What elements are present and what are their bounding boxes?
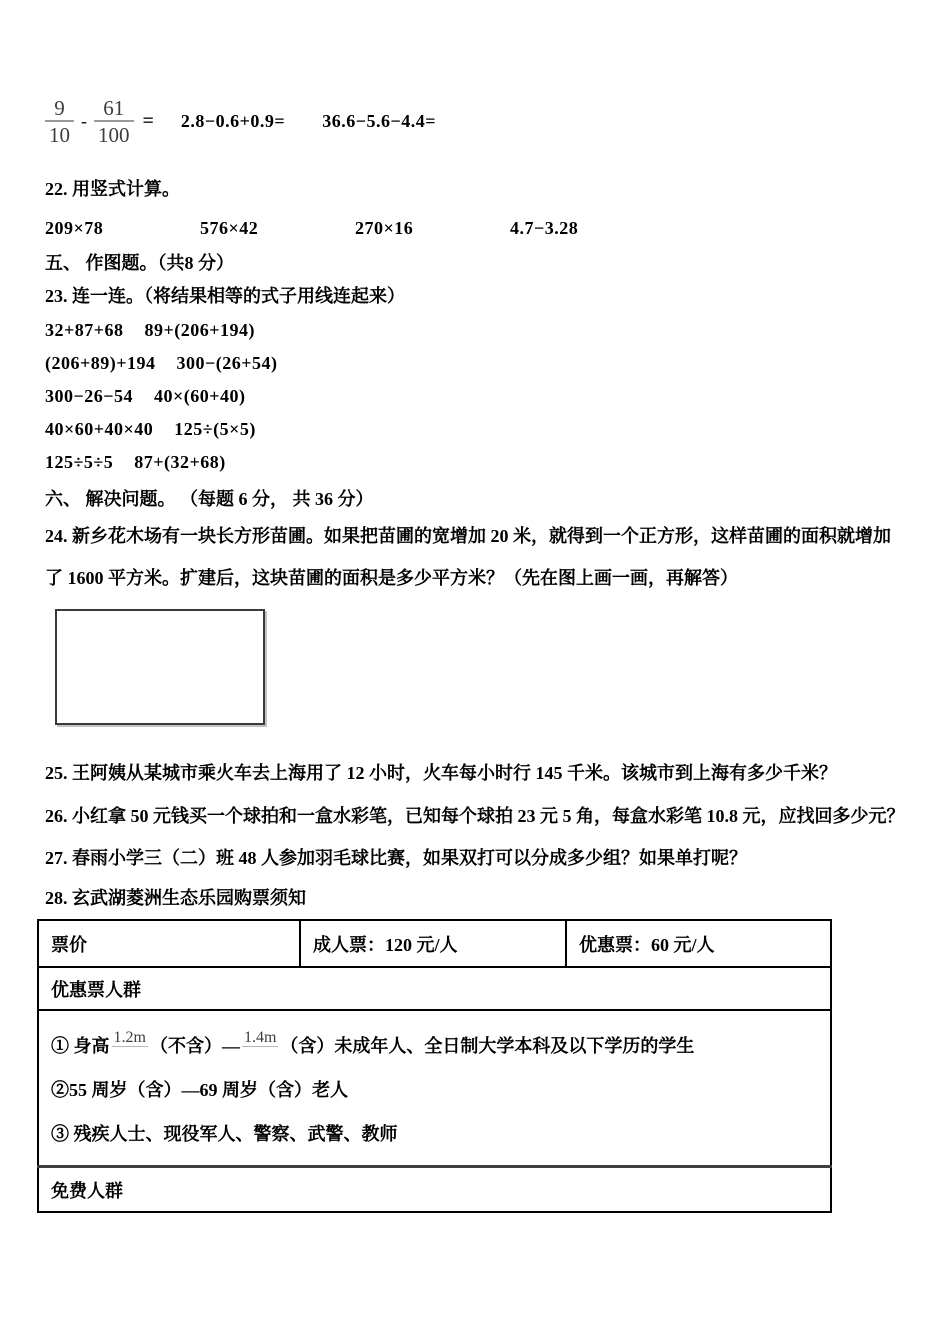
- match-right-expression: 40×(60+40): [154, 386, 246, 407]
- rule-1-mid: （不含）—: [149, 1036, 240, 1057]
- match-left-expression: (206+89)+194: [45, 353, 156, 374]
- rule-1-suffix: （含）未成年人、全日制大学本科及以下学历的学生: [280, 1036, 695, 1057]
- fraction-numerator: 61: [103, 96, 125, 120]
- question-22-expressions: [45, 218, 908, 239]
- table-row-discount-group-details: [38, 1010, 831, 1167]
- question-25-text: 25. 王阿姨从某城市乘火车去上海用了 12 小时，火车每小时行 145 千米。该城市到上海有多少千米？: [45, 763, 837, 784]
- discount-rule-3: ③ 残疾人士、现役军人、警察、武警、教师: [51, 1124, 398, 1145]
- height-1-2m-superscript: 1.2m: [113, 1029, 146, 1047]
- calc-expression-2: 2.8−0.6+0.9=: [180, 111, 286, 132]
- matching-pair-row: [45, 353, 908, 374]
- match-left-expression: 300−26−54: [45, 386, 134, 407]
- fraction-nine-tenths: [45, 96, 74, 147]
- section-5-heading: 五、 作图题。（共8 分）: [45, 253, 234, 274]
- match-left-expression: 125÷5÷5: [45, 452, 114, 473]
- matching-pair-row: [45, 386, 908, 407]
- vertical-calc-expression: 270×16: [355, 218, 414, 239]
- question-24-text: 24. 新乡花木场有一块长方形苗圃。如果把苗圃的宽增加 20 米，就得到一个正方形，这样苗圃的面积就增加了 1600 平方米。扩建后，这块苗圃的面积是多少平方米？（先在图上画一画，再解答）: [45, 526, 891, 589]
- vertical-calc-expression: 4.7−3.28: [510, 218, 579, 239]
- adult-ticket-cell: 成人票：120 元/人: [300, 920, 566, 967]
- price-label-cell: 票价: [38, 920, 300, 967]
- match-right-expression: 87+(32+68): [134, 452, 226, 473]
- discount-ticket-cell: 优惠票：60 元/人: [566, 920, 831, 967]
- rule-1-prefix: ① 身高: [51, 1036, 110, 1057]
- calc-expression-3: 36.6−5.6−4.4=: [322, 111, 436, 132]
- matching-pair-row: [45, 320, 908, 341]
- drawing-answer-box[interactable]: [55, 609, 265, 725]
- fraction-denominator: 100: [94, 120, 134, 147]
- question-26-text: 26. 小红拿 50 元钱买一个球拍和一盒水彩笔，已知每个球拍 23 元 5 角，每盒水彩笔 10.8 元，应找回多少元？: [45, 806, 905, 827]
- question-22-title: 22. 用竖式计算。: [45, 179, 180, 200]
- fraction-sixty-one-hundredths: [94, 96, 134, 147]
- fraction-numerator: 9: [54, 96, 65, 120]
- match-right-expression: 125÷(5×5): [174, 419, 256, 440]
- question-28-title: 28. 玄武湖菱洲生态乐园购票须知: [45, 888, 306, 909]
- vertical-calc-expression: 209×78: [45, 218, 104, 239]
- matching-pair-row: [45, 419, 908, 440]
- match-right-expression: 300−(26+54): [176, 353, 278, 374]
- table-row-prices: [38, 920, 831, 967]
- vertical-calc-expression: 576×42: [200, 218, 259, 239]
- equals-sign: =: [142, 110, 154, 133]
- match-left-expression: 32+87+68: [45, 320, 124, 341]
- height-1-4m-superscript: 1.4m: [243, 1029, 277, 1047]
- ticket-price-table: [37, 919, 832, 1213]
- fraction-denominator: 10: [45, 120, 74, 147]
- minus-operator: -: [81, 111, 87, 132]
- table-row-discount-group-header: [38, 967, 831, 1010]
- match-right-expression: 89+(206+194): [144, 320, 256, 341]
- discount-rule-1: [51, 1025, 830, 1059]
- discount-group-header-cell: 优惠票人群: [38, 967, 831, 1010]
- match-left-expression: 40×60+40×40: [45, 419, 154, 440]
- matching-pair-row: [45, 452, 908, 473]
- section-6-heading: 六、 解决问题。 （每题 6 分， 共 36 分）: [45, 489, 374, 510]
- discount-rule-2: ②55 周岁（含）—69 周岁（含）老人: [51, 1080, 348, 1101]
- free-group-header-cell: 免费人群: [38, 1167, 831, 1212]
- table-row-free-group: [38, 1167, 831, 1212]
- question-27-text: 27. 春雨小学三（二）班 48 人参加羽毛球比赛，如果双打可以分成多少组？如果单打呢？: [45, 848, 747, 869]
- discount-group-details-cell: [38, 1010, 831, 1167]
- matching-expression-list: [45, 320, 908, 473]
- mental-math-row: [45, 96, 908, 147]
- question-23-title: 23. 连一连。（将结果相等的式子用线连起来）: [45, 286, 405, 307]
